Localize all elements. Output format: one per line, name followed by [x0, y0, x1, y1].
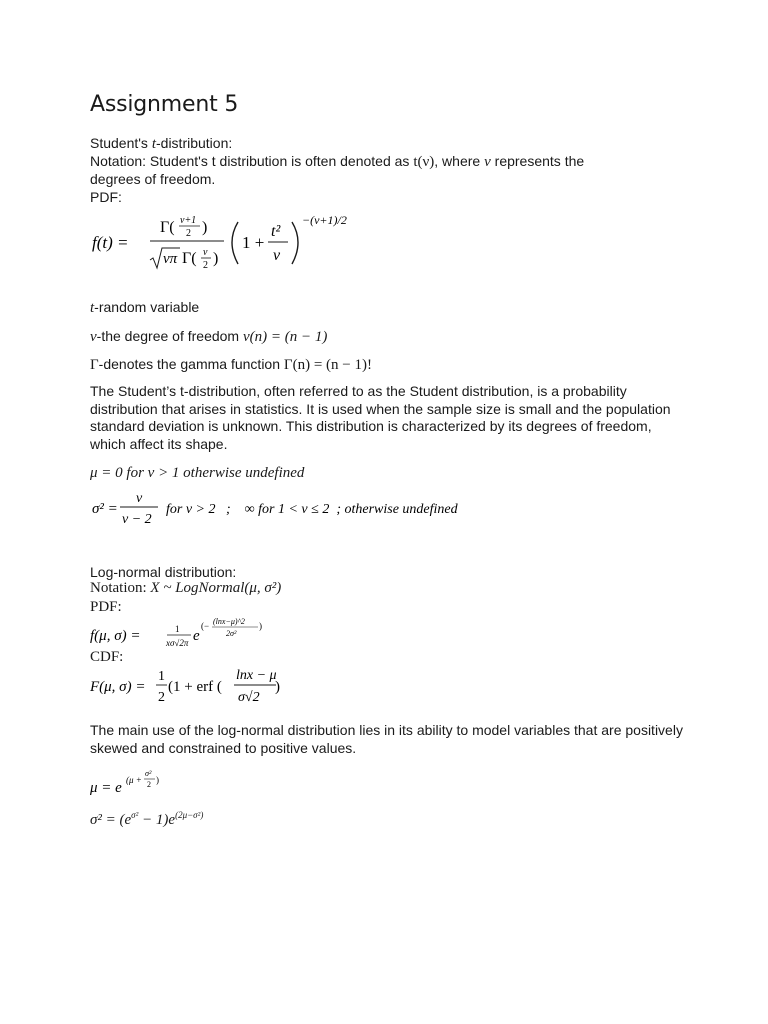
lognormal-notation-math: X ~ LogNormal(μ, σ²): [150, 580, 282, 596]
t-dist-notation-line2: degrees of freedom.: [90, 171, 216, 187]
gamma-text: -denotes the gamma function: [98, 356, 284, 372]
t-notation-mid: , where: [434, 153, 485, 169]
ln-var-base: σ² = (e: [90, 812, 132, 828]
t-pdf-den-frac-bot: 2: [203, 260, 208, 271]
t-pdf-num-close: ): [202, 219, 208, 236]
ln-mean-exp-bot: 2: [147, 780, 151, 789]
ln-pdf-frac-bot: xσ√2π: [166, 638, 189, 648]
t-pdf-left-paren: [232, 222, 238, 264]
t-dist-heading-t: t: [151, 136, 156, 152]
t-mean-formula: μ = 0 for v > 1 otherwise undefined: [90, 465, 305, 481]
lognormal-variance-formula: [90, 810, 203, 829]
ln-pdf-frac-top: 1: [175, 624, 180, 634]
t-notation-nu: ν: [484, 154, 491, 170]
ln-var-sup2: (2μ−σ²): [175, 810, 204, 820]
ln-var-sup1: σ²: [131, 810, 139, 820]
lognormal-notation: [90, 580, 281, 597]
nu-degree-line: [90, 327, 327, 346]
t-var-rest: for v > 2 ; ∞ for 1 < v ≤ 2 ; otherwise undefined: [166, 502, 458, 517]
lognormal-mean-formula: [88, 766, 248, 800]
ln-mean-exp-open: (μ +: [126, 775, 142, 785]
gamma-function-line: [90, 355, 372, 374]
lognormal-pdf-label: PDF:: [90, 599, 122, 615]
ln-var-mid: − 1)e: [138, 812, 176, 828]
ln-pdf-exp-bot: 2σ²: [226, 629, 237, 638]
t-pdf-den-close: ): [213, 250, 219, 267]
lognormal-pdf-formula: [88, 614, 308, 652]
t-pdf-num-gamma: Γ(: [160, 219, 175, 236]
gamma-math: Γ(n) = (n − 1)!: [283, 357, 372, 373]
t-pdf-num-frac-bot: 2: [186, 228, 191, 239]
nu-text: -the degree of freedom: [96, 328, 243, 344]
t-pdf-paren-one: 1 +: [242, 233, 265, 252]
t-pdf-lhs: f(t) =: [92, 233, 129, 252]
ln-pdf-lhs: f(μ, σ) =: [90, 628, 141, 644]
ln-mean-lhs: μ = e: [90, 780, 122, 796]
t-pdf-label: PDF:: [90, 189, 122, 205]
lognormal-description: The main use of the log-normal distribution lies in its ability to model variables that are positively skewed and constrained to positive values.: [90, 722, 683, 756]
lognormal-heading: Log-normal distribution:: [90, 564, 237, 580]
t-var-lhs: σ² =: [92, 501, 118, 517]
t-pdf-inner-bot: ν: [273, 247, 281, 264]
ln-cdf-lhs: F(μ, σ) =: [90, 679, 146, 695]
t-notation-math: t(ν): [413, 154, 435, 170]
ln-cdf-frac-top: lnx − μ: [236, 668, 277, 683]
t-var-frac-top: v: [136, 491, 143, 506]
ln-cdf-half-bot: 2: [158, 690, 165, 705]
t-dist-notation: [90, 152, 584, 171]
t-var-symbol: t: [90, 300, 95, 316]
lognormal-cdf-label: CDF:: [90, 649, 124, 665]
ln-mean-exp-top: σ²: [145, 769, 152, 778]
t-pdf-num-frac-top: ν+1: [180, 215, 197, 226]
t-pdf-right-paren: [292, 222, 298, 264]
nu-symbol: ν: [90, 329, 97, 345]
t-pdf-den-frac-top: ν: [203, 247, 208, 258]
t-dist-heading-post: -distribution:: [156, 135, 233, 151]
t-random-variable-line: [90, 298, 199, 317]
lognormal-notation-label: Notation:: [90, 580, 151, 596]
t-dist-heading: [90, 134, 232, 153]
t-notation-post: represents the: [490, 153, 585, 169]
ln-pdf-exp-open: (−: [201, 621, 210, 631]
t-var-frac-bot: v − 2: [122, 512, 152, 527]
t-pdf-exponent: −(ν+1)/2: [302, 213, 347, 227]
t-notation-pre: Notation: Student's t distribution is often denoted as: [90, 153, 414, 169]
ln-pdf-exp-close: ): [259, 621, 262, 631]
ln-cdf-half-top: 1: [158, 669, 165, 684]
t-pdf-den-sqrt: νπ: [163, 251, 178, 267]
ln-pdf-e: e: [193, 628, 200, 644]
t-dist-description: The Student’s t-distribution, often referred to as the Student distribution, is a probability distribution that arises in statistics. It is used when the sample size is small and the population standard deviation is unknown. This distribution is characterized by its degrees of freedom, which affect its shape.: [90, 383, 671, 452]
gamma-symbol: Γ: [90, 357, 99, 373]
ln-cdf-frac-bot: σ√2: [238, 690, 260, 705]
t-pdf-den-gamma: Γ(: [182, 250, 197, 267]
t-pdf-formula: [88, 208, 378, 278]
page-title: Assignment 5: [90, 92, 239, 117]
t-variance-formula: [88, 488, 508, 530]
ln-cdf-close: ): [275, 679, 280, 695]
t-var-text: -random variable: [94, 299, 200, 315]
ln-cdf-mid: (1 + erf (: [168, 679, 222, 695]
t-dist-heading-pre: Student's: [90, 135, 152, 151]
nu-math: ν(n) = (n − 1): [242, 329, 328, 345]
ln-mean-exp-close: ): [156, 775, 159, 785]
t-pdf-inner-top: t²: [271, 223, 281, 240]
ln-pdf-exp-top: (lnx−μ)^2: [213, 617, 245, 626]
lognormal-cdf-formula: [88, 664, 328, 710]
